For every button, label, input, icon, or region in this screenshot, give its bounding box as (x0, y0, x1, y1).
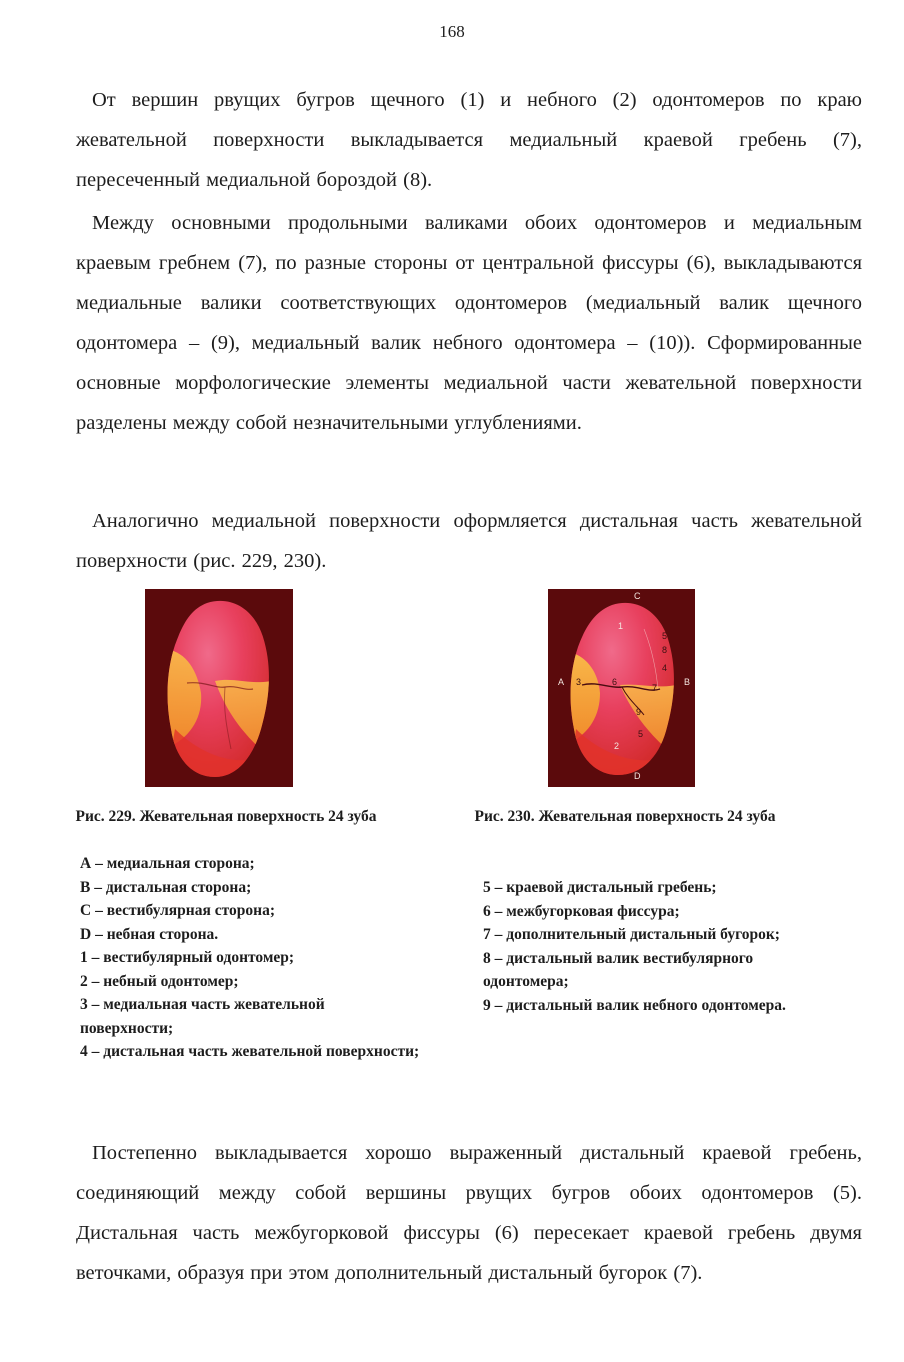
paragraph-4: Постепенно выкладывается хорошо выраженный дистальный краевой гребень, соединяющий между собой вершины рвущих бугров обоих одонтомеров (5). Дистальная часть межбугорковой фиссуры (6) пересекает краевой гребень двумя веточками, образуя при этом дополнительный дистальный бугорок (7). (76, 1142, 862, 1284)
tooth-diagram-230 (548, 589, 695, 787)
label-5-top: 5 (662, 631, 668, 641)
page-number: 168 (439, 22, 465, 41)
legend-item: 6 – межбугорковая фиссура; (483, 902, 680, 920)
legend-item: 3 – медиальная часть жевательной поверхности; (80, 996, 325, 1037)
label-side-a: A (558, 677, 565, 687)
figure-230-caption: Рис. 230. Жевательная поверхность 24 зуба (474, 808, 776, 825)
legend-item: С – вестибулярная сторона; (80, 902, 275, 919)
legend-item: D – небная сторона. (80, 925, 219, 943)
label-2: 2 (614, 741, 620, 751)
figure-229-legend (80, 852, 420, 1064)
legend-item: 2 – небный одонтомер; (80, 972, 239, 990)
legend-item: А – медиальная сторона; (80, 855, 255, 872)
figure-230-image (548, 589, 695, 787)
label-5-bottom: 5 (638, 729, 644, 739)
paragraph-1: От вершин рвущих бугров щечного (1) и небного (2) одонтомеров по краю жевательной поверхности выкладывается медиальный краевой гребень (7), пересеченный медиальной бороздой (8). (76, 89, 862, 191)
label-1: 1 (618, 621, 624, 631)
legend-item: В – дистальная сторона; (80, 878, 252, 896)
label-6: 6 (612, 677, 618, 687)
legend-item: 1 – вестибулярный одонтомер; (80, 949, 295, 966)
label-side-d: D (634, 771, 641, 781)
paragraph-2: Между основными продольными валиками обоих одонтомеров и медиальным краевым гребнем (7), по разные стороны от центральной фиссуры (6), выкладываются медиальные валики соответствующих одонтомеров (медиальный валик щечного одонтомера – (9), медиальный валик небного одонтомера – (10)). Сформированные основные морфологические элементы медиальной части жевательной поверхности разделены между собой незначительными углублениями. (76, 212, 862, 434)
label-side-b: B (684, 677, 691, 687)
legend-item: 7 – дополнительный дистальный бугорок; (483, 926, 780, 943)
label-7: 7 (652, 683, 658, 693)
figure-229-image (145, 589, 293, 787)
legend-item: 5 – краевой дистальный гребень; (483, 879, 717, 896)
label-side-c: C (634, 591, 641, 601)
legend-item: 4 – дистальная часть жевательной поверхности; (80, 1043, 420, 1060)
paragraph-3: Аналогично медиальной поверхности оформляется дистальная часть жевательной поверхности (рис. 229, 230). (76, 510, 862, 572)
label-3: 3 (576, 677, 582, 687)
figure-230-legend (483, 876, 813, 1017)
label-4: 4 (662, 663, 668, 673)
figure-229-caption: Рис. 229. Жевательная поверхность 24 зуба (75, 808, 377, 825)
legend-item: 8 – дистальный валик вестибулярного одонтомера; (483, 949, 754, 990)
tooth-illustration-229 (145, 589, 293, 787)
legend-item: 9 – дистальный валик небного одонтомера. (483, 996, 786, 1014)
label-9: 9 (636, 707, 642, 717)
label-8: 8 (662, 645, 668, 655)
